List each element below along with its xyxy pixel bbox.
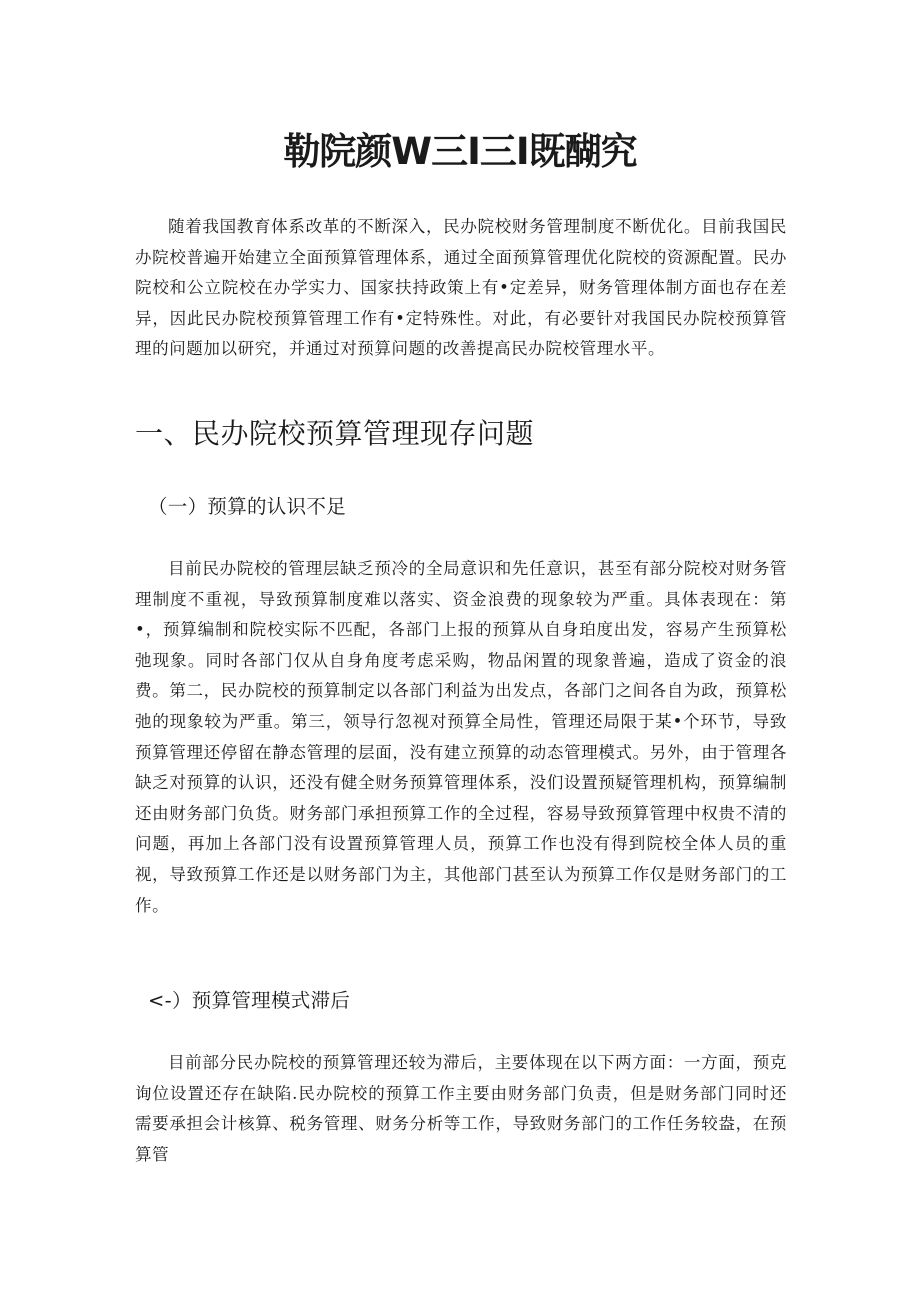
subsection-2-paragraph: 目前部分民办院校的预算管理还较为滞后，主要体现在以下两方面：一方面，预克询位设置还存在缺陷.民办院校的预算工作主要由财务部门负责，但是财务部门同时还需要承担会计核算、税务管理、财务分析等工作，导致财务部门的工作任务较盎，在预算管 xyxy=(135,1053,787,1164)
subsection-heading-2: <-）预算管理模式滞后 xyxy=(148,989,351,1012)
section-heading: 一、民办院校预算管理现存问题 xyxy=(135,417,535,450)
intro-paragraph: 随着我国教育体系改革的不断深入，民办院校财务管理制度不断优化。目前我国民办院校普遍开始建立全面预算管理体系，通过全面预算管理优化院校的资源配置。民办院校和公立院校在办学实力、国家扶持政策上有•定差异，财务管理体制方面也存在差异，因此民办院校预算管理工作有•定特殊性。对此，有必要针对我国民办院校预算管理的问题加以研究，并通过对预算问题的改善提高民办院校管理水平。 xyxy=(135,217,787,359)
subsection-heading-1: （一）预算的认识不足 xyxy=(148,495,347,518)
subsection-1-paragraph: 目前民办院校的管理层缺乏预冷的全局意识和先任意识，甚至有部分院校对财务管理制度不重视，导致预算制度难以落实、资金浪费的现象较为严重。具体表现在：第•，预算编制和院校实际不匹配，各部门上报的预算从自身珀度出发，容易产生预算松弛现象。同时各部门仅从自身角度考虑采购，物品闲置的现象普遍，造成了资金的浪费。第二，民办院校的预算制定以各部门利益为出发点，各部门之间各自为政，预算松弛的现象较为严重。第三，领导行忽视对预算全局性，管理还局限于某•个环节，导致预算管理还停留在静态管理的层面，没有建立预算的动态管理模式。另外，由于管理各缺乏对预算的认识，还没有健全财务预算管理体系，没们设置预疑管理机构，预算编制还由财务部门负货。财务部门承担预算工作的全过程，容易导致预算管理中权贵不清的问题，再加上各部门没有设置预算管理人员，预算工作也没有得到院校全体人员的重视，导致预算工作还是以财务部门为主，其他部门甚至认为预算工作仅是财务部门的工作。 xyxy=(135,559,787,915)
document-title: 勒院颜W三I三I既醐究 xyxy=(283,130,637,173)
